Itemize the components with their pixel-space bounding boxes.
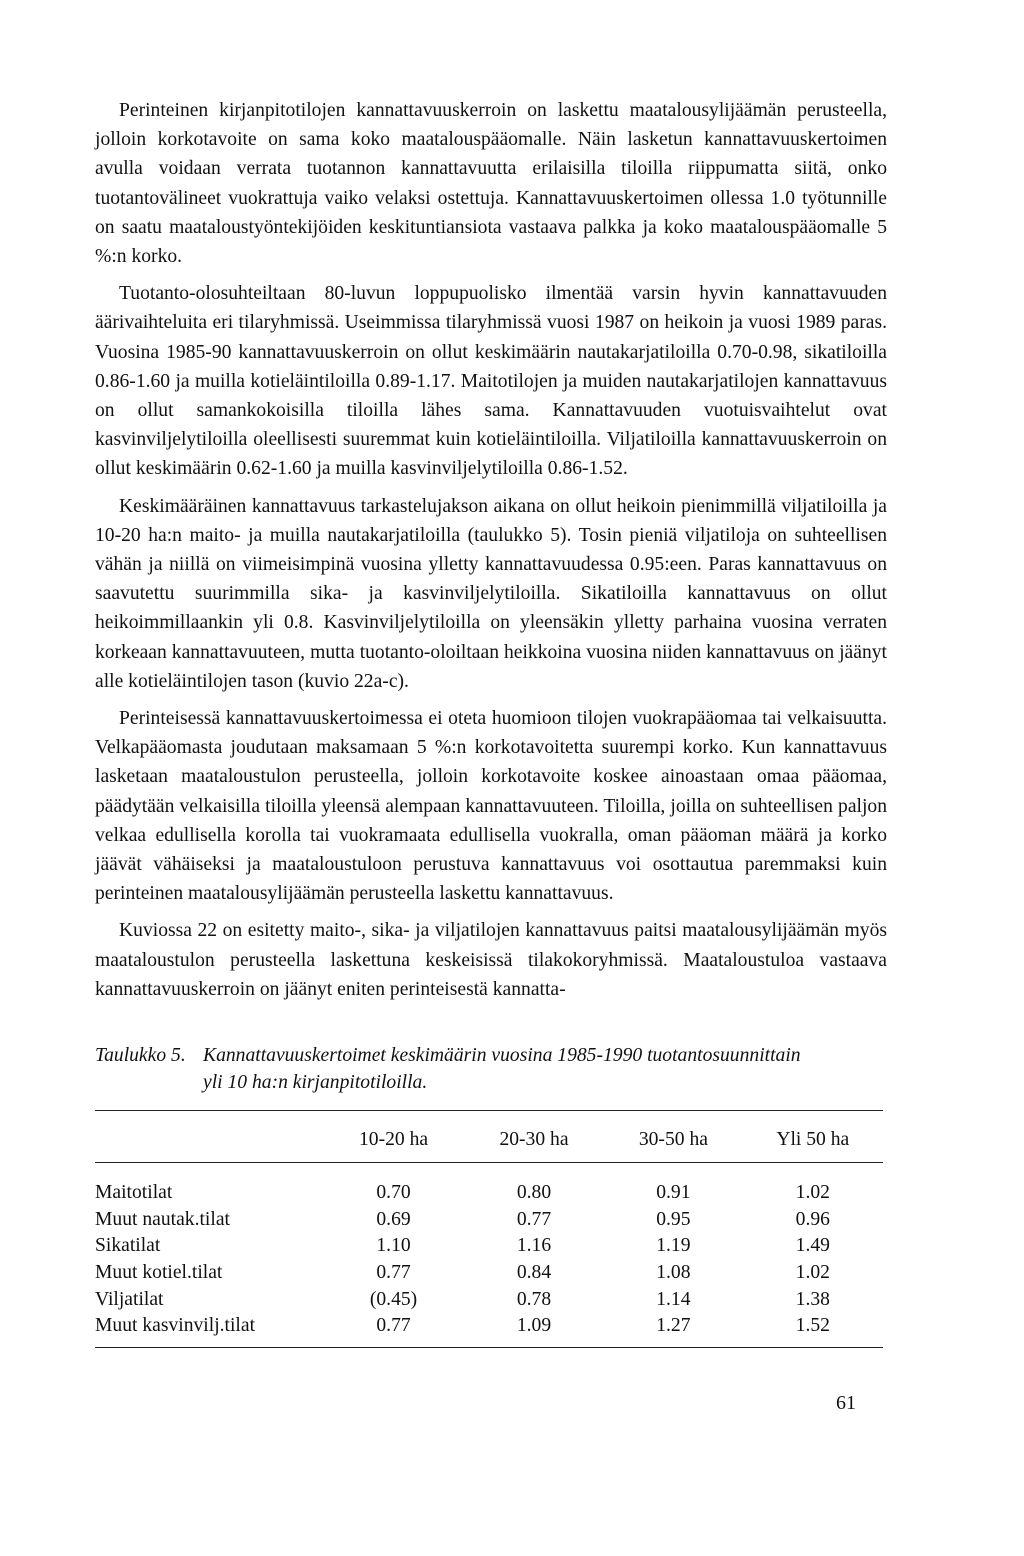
table-row [95,1260,883,1287]
row-label: Viljatilat [95,1288,164,1310]
paragraph: Tuotanto-olosuhteiltaan 80-luvun loppupuolisko ilmentää varsin hyvin kannattavuuden äärivaihteluita eri tilaryhmissä. Useimmissa tilaryhmissä vuosi 1987 on heikoin ja vuosi 1989 paras. Vuosina 1985-90 kannattavuuskerroin on ollut keskimäärin nautakarjatiloilla 0.70-0.98, sikatiloilla 0.86-1.60 ja muilla kotieläintiloilla 0.89-1.17. Maitotilojen ja muiden nautakarjatilojen kannattavuus on ollut samankokoisilla tiloilla lähes sama. Kannattavuuden vuotuisvaihtelut ovat kasvinviljelytiloilla oleellisesti suuremmat kuin kotieläintiloilla. Viljatiloilla kannattavuuskerroin on ollut keskimäärin 0.62-1.60 ja muilla kasvinviljelytiloilla 0.86-1.52. [95,283,887,480]
table-top-rule [95,1110,883,1111]
table-cell: 0.78 [516,1288,552,1310]
table-cell: 1.19 [656,1235,691,1257]
paragraph: Kuviossa 22 on esitetty maito-, sika- ja viljatilojen kannattavuus paitsi maatalousylijäämän myös maataloustulon perusteella laskettuna keskeisissä tilakokoryhmissä. Maataloustuloa vastaava kannattavuuskerroin on jäänyt eniten perinteisestä kannatta- [95,920,887,1000]
table-cell: 1.16 [516,1235,552,1257]
table-row [95,1207,883,1234]
table-cell: 0.77 [376,1315,411,1337]
table-cell: 0.80 [516,1182,552,1204]
column-header: 20-30 ha [499,1129,569,1150]
table-row [95,1233,883,1260]
row-label: Muut nautak.tilat [95,1208,230,1230]
table-caption-label: Taulukko 5. [95,1045,186,1066]
table-cell: 1.02 [795,1262,830,1284]
table-row [95,1286,883,1313]
table-cell: 0.96 [795,1208,830,1230]
table-caption [95,1042,895,1096]
table-caption-subtitle: yli 10 ha:n kirjanpitotiloilla. [203,1072,428,1093]
table-cell: 1.08 [656,1262,691,1284]
table-header-row [95,1118,883,1162]
table-row [95,1180,883,1207]
table-header-empty [95,1118,323,1162]
table-cell: 1.52 [795,1315,830,1337]
paragraph: Keskimääräinen kannattavuus tarkastelujakson aikana on ollut heikoin pienimmillä viljatiloilla ja 10-20 ha:n maito- ja muilla nautakarjatiloilla (taulukko 5). Tosin pieniä viljatiloja on suhteellisen vähän ja niillä on viimeisimpinä vuosina ylletty kannattavuudessa 0.95:een. Paras kannattavuus on saavutettu suurimmilla sika- ja kasvinviljelytiloilla. Sikatiloilla kannattavuus on ollut heikoimmillaankin yli 0.8. Kasvinviljelytiloilla on yleensäkin ylletty parhaina vuosina verraten korkeaan kannattavuuteen, mutta tuotanto-oloiltaan heikkoina vuosina niiden kannattavuus on jäänyt alle kotieläintilojen tason (kuvio 22a-c). [95,495,887,692]
table-cell: 0.84 [516,1262,552,1284]
table-cell: (0.45) [369,1288,418,1310]
table-cell: 0.91 [656,1182,691,1204]
table-cell: 1.49 [795,1235,830,1257]
table-cell: 0.69 [376,1208,411,1230]
table-row [95,1313,883,1340]
table-bottom-rule [95,1347,883,1348]
row-label: Sikatilat [95,1235,161,1257]
table-cell: 1.38 [795,1288,830,1310]
table-cell: 0.70 [376,1182,411,1204]
table-cell: 0.77 [376,1262,411,1284]
page-number: 61 [836,1392,856,1414]
table-cell: 0.95 [656,1208,691,1230]
paragraph: Perinteinen kirjanpitotilojen kannattavuuskerroin on laskettu maatalousylijäämän perusteella, jolloin korkotavoite on sama koko maatalouspääomalle. Näin lasketun kannattavuuskertoimen avulla voidaan verrata tuotannon kannattavuutta erilaisilla tiloilla riippumatta siitä, onko tuotantovälineet vuokrattuja vaiko velaksi ostettuja. Kannattavuuskertoimen ollessa 1.0 työtunnille on saatu maataloustyöntekijöiden keskituntiansiota vastaava palkka ja koko maatalouspääomalle 5 %:n korko. [95,100,887,268]
row-label: Muut kotiel.tilat [95,1262,223,1284]
table-caption-title: Kannattavuuskertoimet keskimäärin vuosina 1985-1990 tuotantosuunnittain [203,1045,801,1066]
column-header: 30-50 ha [638,1129,708,1150]
table-cell: 1.09 [516,1315,552,1337]
profitability-table [95,1118,883,1340]
paragraph: Perinteisessä kannattavuuskertoimessa ei oteta huomioon tilojen vuokrapääomaa tai velkaisuutta. Velkapääomasta joudutaan maksamaan 5 %:n korkotavoitetta suurempi korko. Kun kannattavuus lasketaan maataloustulon perusteella, jolloin korkotavoite koskee ainoastaan omaa pääomaa, päädytään velkaisilla tiloilla yleensä alempaan kannattavuuteen. Tiloilla, joilla on suhteellisen paljon velkaa edullisella korolla tai vuokramaata edullisella vuokralla, oman pääoman määrä ja korko jäävät vähäiseksi ja maataloustuloon perustuva kannattavuus voi osottautua paremmaksi kuin perinteinen maatalousylijäämän perusteella laskettu kannattavuus. [95,708,887,905]
table-cell: 1.27 [656,1315,691,1337]
row-label: Maitotilat [95,1182,173,1204]
table-cell: 0.77 [516,1208,552,1230]
column-header: 10-20 ha [358,1129,429,1150]
table-cell: 1.14 [656,1288,691,1310]
column-header: Yli 50 ha [776,1129,850,1150]
body-text [95,96,887,1012]
table-cell: 1.10 [376,1235,411,1257]
table-cell: 1.02 [795,1182,830,1204]
row-label: Muut kasvinvilj.tilat [95,1315,256,1337]
